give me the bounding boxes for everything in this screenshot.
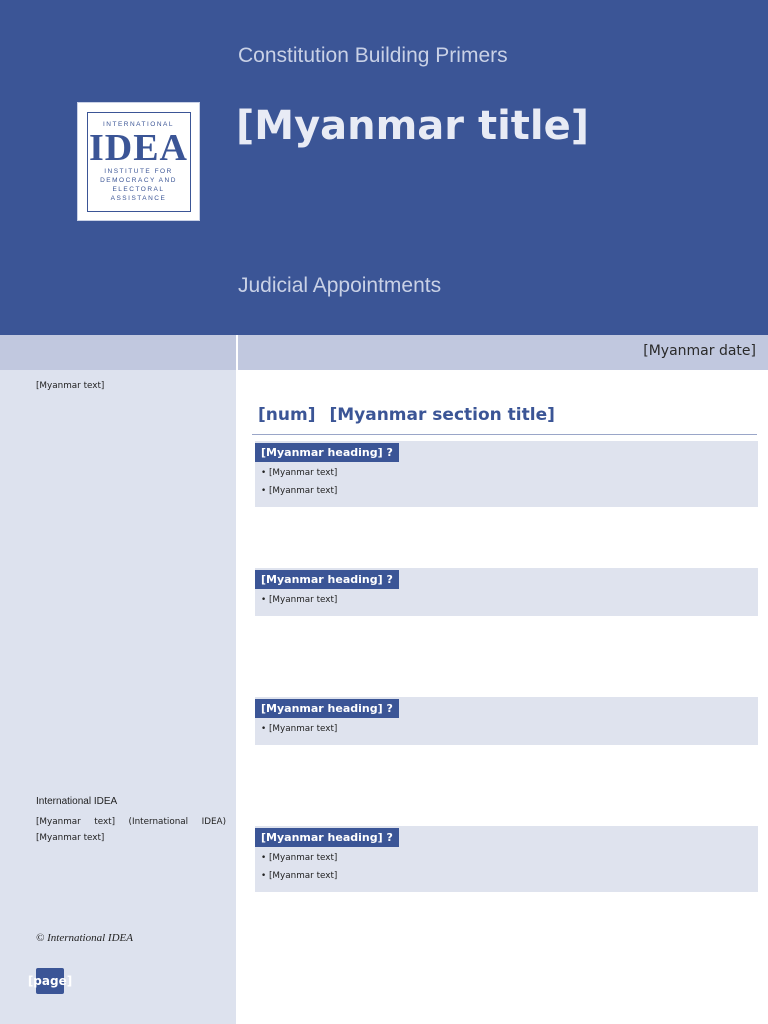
question-heading: [Myanmar heading] ? <box>255 443 399 462</box>
sidebar-intro: [Myanmar text] <box>36 381 105 391</box>
copyright: © International IDEA <box>36 932 133 944</box>
sidebar-org-heading: International IDEA <box>36 796 118 807</box>
question-block <box>255 441 758 507</box>
series-title: Constitution Building Primers <box>238 44 508 67</box>
bullet-item: • [Myanmar text] <box>261 721 752 737</box>
bullet-item: • [Myanmar text] <box>261 483 752 499</box>
date-bar <box>0 335 768 370</box>
logo-bottom-text: INSTITUTE FOR DEMOCRACY AND ELECTORAL ASSISTANCE <box>100 168 177 202</box>
idea-logo <box>78 103 199 220</box>
bullet-item: • [Myanmar text] <box>261 592 752 608</box>
question-heading: [Myanmar heading] ? <box>255 828 399 847</box>
cover-header <box>0 0 768 335</box>
question-heading: [Myanmar heading] ? <box>255 699 399 718</box>
question-block <box>255 697 758 745</box>
question-block <box>255 568 758 616</box>
bullet-item: • [Myanmar text] <box>261 850 752 866</box>
bullet-item: • [Myanmar text] <box>261 868 752 884</box>
question-heading: [Myanmar heading] ? <box>255 570 399 589</box>
page-number: [page] <box>36 968 64 994</box>
sidebar-org-text: [Myanmar text] (International IDEA) [Myanmar text] <box>36 817 226 843</box>
idea-logo-frame <box>87 112 191 212</box>
date-bar-divider <box>236 335 238 370</box>
section-number: [num] <box>258 405 316 425</box>
publication-date: [Myanmar date] <box>643 343 756 359</box>
subtitle: Judicial Appointments <box>238 274 442 297</box>
logo-top-text: INTERNATIONAL <box>102 121 175 128</box>
section-title <box>258 400 738 430</box>
bullet-item: • [Myanmar text] <box>261 465 752 481</box>
section-title-text: [Myanmar section title] <box>329 405 555 425</box>
section-divider <box>252 434 757 435</box>
sidebar <box>0 370 236 1024</box>
page-title: [Myanmar title] <box>236 103 590 149</box>
question-block <box>255 826 758 892</box>
logo-mark: IDEA <box>88 127 189 169</box>
